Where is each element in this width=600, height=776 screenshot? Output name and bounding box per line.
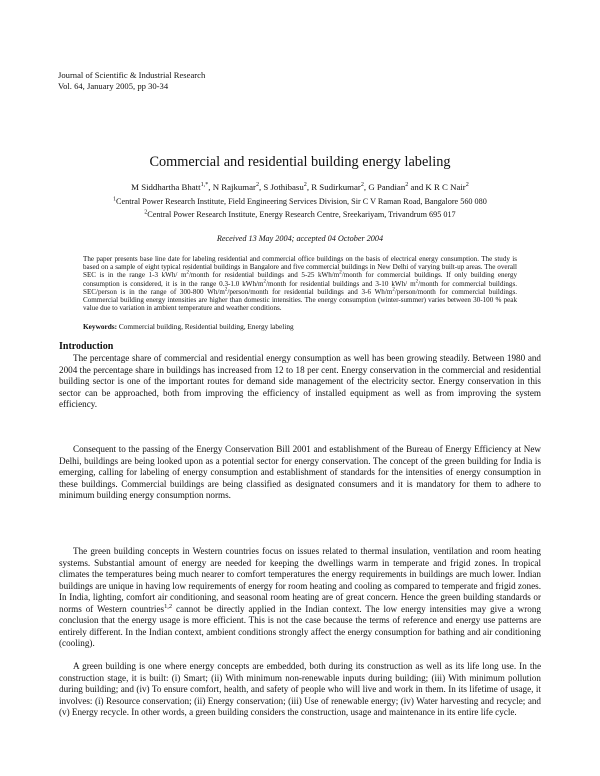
- superscript: 2: [392, 287, 395, 293]
- text-run: /month for residential buildings and 3-10 kWh/ m: [266, 279, 416, 288]
- author-affiliation-marker: 2: [360, 182, 364, 189]
- author-name: M Siddhartha Bhatt: [131, 182, 201, 192]
- superscript: 1,2: [164, 602, 173, 610]
- text-run: The percentage share of commercial and residential energy consumption as well has been growing steadily. Between 1980 and 2004 the percentage share in buildings has increased from 12 to 18 per cent. Energy conservation in the commercial and residential building sector is one of the important routes for demand side management of the electricity sector. Energy conservation in this sector can be approached, both from improving the efficiency of installed equipment as well as from improving the system efficiency.: [59, 353, 541, 409]
- text-run: Consequent to the passing of the Energy Conservation Bill 2001 and establishment of the Bureau of Energy Efficiency at New Delhi, buildings are being looked upon as a potential sector for energy conservation. The concept of the green building for India is emerging, calling for labeling of energy consumption and establishment of standards for the intensities of energy consumption in these buildings. Commercial buildings are being classified as designated consumers and it is mandatory for them to adhere to minimum building energy consumption norms.: [59, 444, 541, 500]
- journal-volume: Vol. 64, January 2005, pp 30-34: [58, 81, 169, 91]
- author-affiliation-marker: 2: [255, 182, 260, 189]
- journal-name: Journal of Scientific & Industrial Research: [58, 70, 206, 80]
- author-separator: ,: [208, 182, 213, 192]
- text-run: /month for commercial buildings. SEC/person is in the range of 300-800 Wh/m: [83, 279, 518, 296]
- intro-paragraph-3: [59, 546, 541, 650]
- affiliation-2-marker: 2: [144, 209, 148, 216]
- text-run: /month for residential buildings and 5-25 kWh/m: [188, 271, 340, 280]
- keywords: [83, 322, 517, 331]
- keywords-label: Keywords:: [83, 322, 118, 331]
- text-run: /person/month for commercial buildings. Commercial building energy intensities are higher than domestic intensities. The energy consumption (winter-summer) varies between 30-100 % peak value due to variation in ambient temperature and weather conditions.: [83, 287, 517, 313]
- section-title-introduction: Introduction: [59, 341, 114, 352]
- intro-paragraph-1: [59, 353, 541, 411]
- author-affiliation-marker: 1,*: [200, 182, 209, 189]
- author-separator: ,: [259, 182, 264, 192]
- intro-paragraph-2: [59, 444, 541, 502]
- superscript: 2: [339, 271, 342, 277]
- text-run: A green building is one where energy concepts are embedded, both during its construction as well as its life long use. In the construction stage, it is built: (i) Smart; (ii) With minimum non-renewable inputs during building; (iii) With minimum pollution during building; and (iv) To ensure comfort, health, and safety of people who will live and work in them. In its lifetime of usage, it involves: (i) Resource conservation; (ii) Energy conservation; (iii) Use of renewable energy; (iv) Water harvesting and recycle; and (v) Energy recycle. In other words, a green building considers the construction, usage and maintenance in its entire life cycle.: [59, 661, 541, 717]
- author-name: K R C Nair: [425, 182, 466, 192]
- superscript: 2: [415, 279, 419, 285]
- text-run: The green building concepts in Western countries focus on issues related to thermal insulation, ventilation and room heating systems. Substantial amount of energy are needed for keeping the dwellings warm in temperate and frigid zones. In tropical climates the temperatures being much nearer to comfort temperatures the energy requirements in buildings are much lower. Indian buildings are unique in having low requirements of energy for room heating and cooling as compared to temperate and frigid zones. In India, lighting, comfort air conditioning, and seasonal room heating are of great concern. Hence the green building standards or norms of Western countries: [59, 546, 541, 614]
- received-dates: Received 13 May 2004; accepted 04 October 2004: [216, 234, 384, 243]
- author-name: G Pandian: [368, 182, 406, 192]
- keywords-text: Commercial building, Residential building, Energy labeling: [118, 322, 294, 331]
- author-name: R Sudirkumar: [311, 182, 361, 192]
- affiliation-1: [0, 197, 600, 206]
- affiliation-1-marker: 1: [113, 196, 117, 203]
- affiliation-2-text: Central Power Research Institute, Energy Research Centre, Sreekariyam, Trivandrum 695 017: [147, 210, 456, 219]
- author-separator: and: [408, 182, 426, 192]
- author-list: [0, 182, 600, 192]
- text-run: /person/month for residential buildings and 3-6 Wh/m: [227, 287, 393, 296]
- author-separator: ,: [306, 182, 312, 192]
- author-name: S Jothibasu: [263, 182, 304, 192]
- author-separator: ,: [363, 182, 369, 192]
- superscript: 2: [263, 279, 267, 285]
- affiliation-2: [0, 210, 600, 219]
- superscript: 2: [186, 271, 189, 277]
- author-affiliation-marker: 2: [465, 182, 469, 189]
- text-run: /month for commercial buildings. If only building energy consumption is considered, it is in the range 0.3-1.0 kWh/m: [83, 271, 518, 288]
- text-run: cannot be directly applied in the Indian context. The low energy intensities may give a wrong conclusion that the energy usage is more efficient. This is not the case because the terms of reference and energy use patterns are entirely different. In the Indian context, ambient conditions strongly affect the energy consumption for bathing and air conditioning (cooling).: [59, 603, 541, 648]
- author-affiliation-marker: 2: [303, 182, 307, 189]
- text-run: The paper presents base line date for labeling residential and commercial office buildings on the basis of electrical energy consumption. The study is based on a sample of eight typical residential buildings in Bangalore and five commercial buildings in New Delhi of varying built-up areas. The overall SEC is in the range 1-3 kWh/ m: [83, 255, 517, 280]
- superscript: 2: [224, 287, 228, 293]
- author-name: N Rajkumar: [212, 182, 256, 192]
- journal-header: [58, 70, 205, 92]
- author-affiliation-marker: 2: [405, 182, 409, 189]
- paper-title: Commercial and residential building energy labeling: [149, 154, 451, 170]
- abstract: [83, 255, 517, 312]
- intro-paragraph-4: [59, 661, 541, 719]
- affiliation-1-text: Central Power Research Institute, Field Engineering Services Division, Sir C V Raman Road, Bangalore 560 080: [116, 197, 487, 206]
